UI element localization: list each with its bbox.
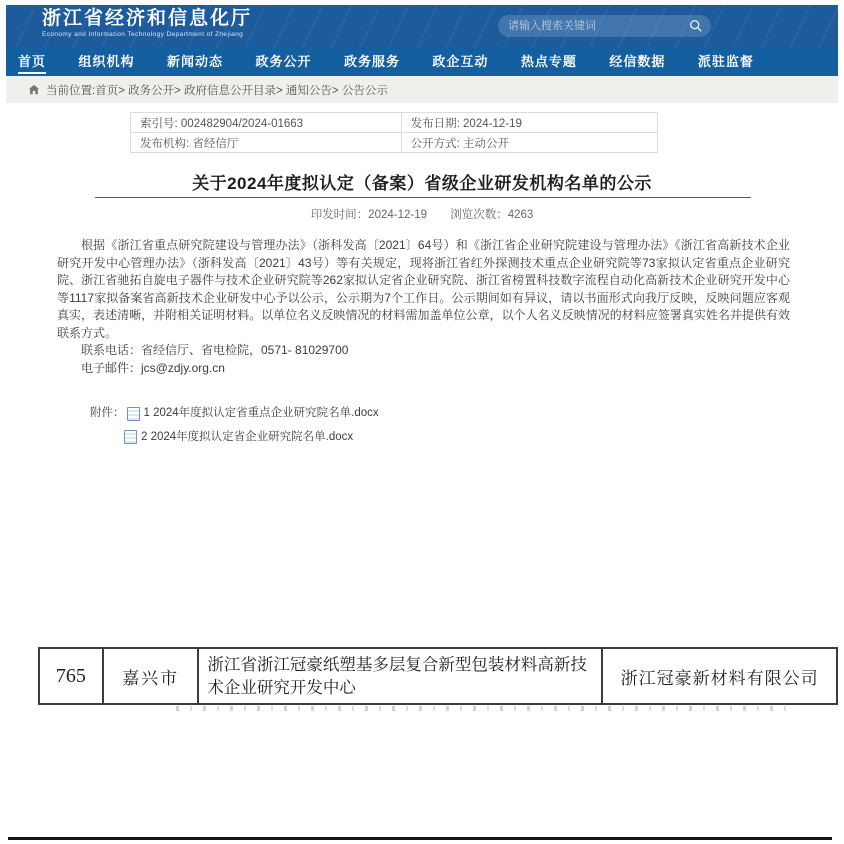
table-row xyxy=(39,648,837,704)
doc-index-label: 索引号: xyxy=(140,117,178,130)
breadcrumb[interactable]: 当前位置:首页> 政务公开> 政府信息公开目录> 通知公告> 公告公示 xyxy=(46,84,388,97)
city-cell: 嘉兴市 xyxy=(103,648,199,704)
doc-index-value: 002482904/2024-01663 xyxy=(180,117,304,130)
nav-item-econ-data[interactable]: 经信数据 xyxy=(609,54,666,69)
word-doc-icon xyxy=(124,430,137,444)
center-name-cell: 浙江省浙江冠豪纸塑基多层复合新型包装材料高新技术企业研究开发中心 xyxy=(198,648,602,704)
attachment-item xyxy=(90,429,790,447)
contact-email: 电子邮件：jcs@zdjy.org.cn xyxy=(81,360,225,375)
doc-agency-label: 发布机构: xyxy=(140,137,190,150)
attachment-link-1[interactable]: 1 2024年度拟认定省重点企业研究院名单.docx xyxy=(143,407,379,419)
site-title: 浙江省经济和信息化厅 xyxy=(42,8,253,29)
contact-phone: 联系电话：省经信厅、省电检院，0571- 81029700 xyxy=(81,343,349,357)
doc-info-table xyxy=(130,112,658,153)
print-time: 印发时间：2024-12-19 xyxy=(310,209,428,221)
main-nav xyxy=(6,48,838,76)
nav-item-home[interactable]: 首页 xyxy=(18,48,46,76)
attachments-label: 附件： xyxy=(90,407,125,419)
doc-pubdate-value: 2024-12-19 xyxy=(463,117,522,130)
page-title: 关于2024年度拟认定（备案）省级企业研发机构名单的公示 xyxy=(192,174,652,193)
doc-openmode-cell xyxy=(401,133,657,153)
nav-item-news[interactable]: 新闻动态 xyxy=(166,54,223,69)
breadcrumb-bar xyxy=(6,76,838,103)
nav-item-hot-topics[interactable]: 热点专题 xyxy=(520,54,577,69)
doc-index-cell xyxy=(131,113,402,133)
article-body xyxy=(57,237,790,452)
home-icon xyxy=(28,84,40,96)
row-number-cell: 765 xyxy=(39,648,103,704)
attachments-section xyxy=(57,405,790,446)
nav-item-gov-disclosure[interactable]: 政务公开 xyxy=(255,54,312,69)
attachment-item xyxy=(90,405,790,423)
search-icon[interactable] xyxy=(689,19,703,33)
nav-item-gov-enterprise[interactable]: 政企互动 xyxy=(432,54,489,69)
site-header xyxy=(6,5,838,48)
doc-agency-cell xyxy=(131,133,402,153)
attachment-link-2[interactable]: 2 2024年度拟认定省企业研究院名单.docx xyxy=(141,430,354,443)
doc-openmode-label: 公开方式: xyxy=(410,137,460,150)
webpage xyxy=(6,5,838,839)
search-box[interactable] xyxy=(498,15,711,37)
doc-openmode-value: 主动公开 xyxy=(463,137,510,150)
doc-agency-value: 省经信厅 xyxy=(192,137,239,150)
site-logo[interactable] xyxy=(42,8,252,38)
nav-item-organization[interactable]: 组织机构 xyxy=(78,54,135,69)
site-subtitle: Economy and Information Technology Department of Zhejiang xyxy=(42,31,244,38)
article-paragraph: 根据《浙江省重点研究院建设与管理办法》（浙科发高〔2021〕64号）和《浙江省企业研究院建设与管理办法》《浙江省高新技术企业研究开发中心管理办法》（浙科发高〔2021〕43号）等有关规定，现将浙江省红外探测技术重点企业研究院等73家拟认定省重点企业研究院、浙江省驰拓自旋电子器件与技术企业研究院等262家拟认定省企业研究院、浙江省榜置科技数字流程自动化高新技术企业研究开发中心等1117家拟备案省高新技术企业研发中心予以公示，公示期为7个工作日。公示期间如有异议，请以书面形式向我厅反映，反映问题应客观真实，表述清晰，并附相关证明材料。以单位名义反映情况的材料需加盖单位公章，以个人名义反映情况的材料应签署真实姓名并提供有效联系方式。 xyxy=(57,238,790,340)
clipped-next-row xyxy=(176,706,796,711)
doc-pubdate-label: 发布日期: xyxy=(410,117,460,130)
view-count: 浏览次数：4263 xyxy=(450,209,534,221)
table-row xyxy=(131,113,658,133)
article-meta xyxy=(6,206,838,222)
doc-pubdate-cell xyxy=(401,113,657,133)
search-input[interactable] xyxy=(506,19,689,33)
table-row xyxy=(131,133,658,153)
nav-item-supervision[interactable]: 派驻监督 xyxy=(697,54,754,69)
bottom-divider xyxy=(8,837,832,840)
company-cell: 浙江冠豪新材料有限公司 xyxy=(602,648,837,704)
title-divider xyxy=(95,197,751,198)
rd-center-list-table xyxy=(38,647,838,705)
nav-item-gov-services[interactable]: 政务服务 xyxy=(343,54,400,69)
word-doc-icon xyxy=(127,407,140,421)
